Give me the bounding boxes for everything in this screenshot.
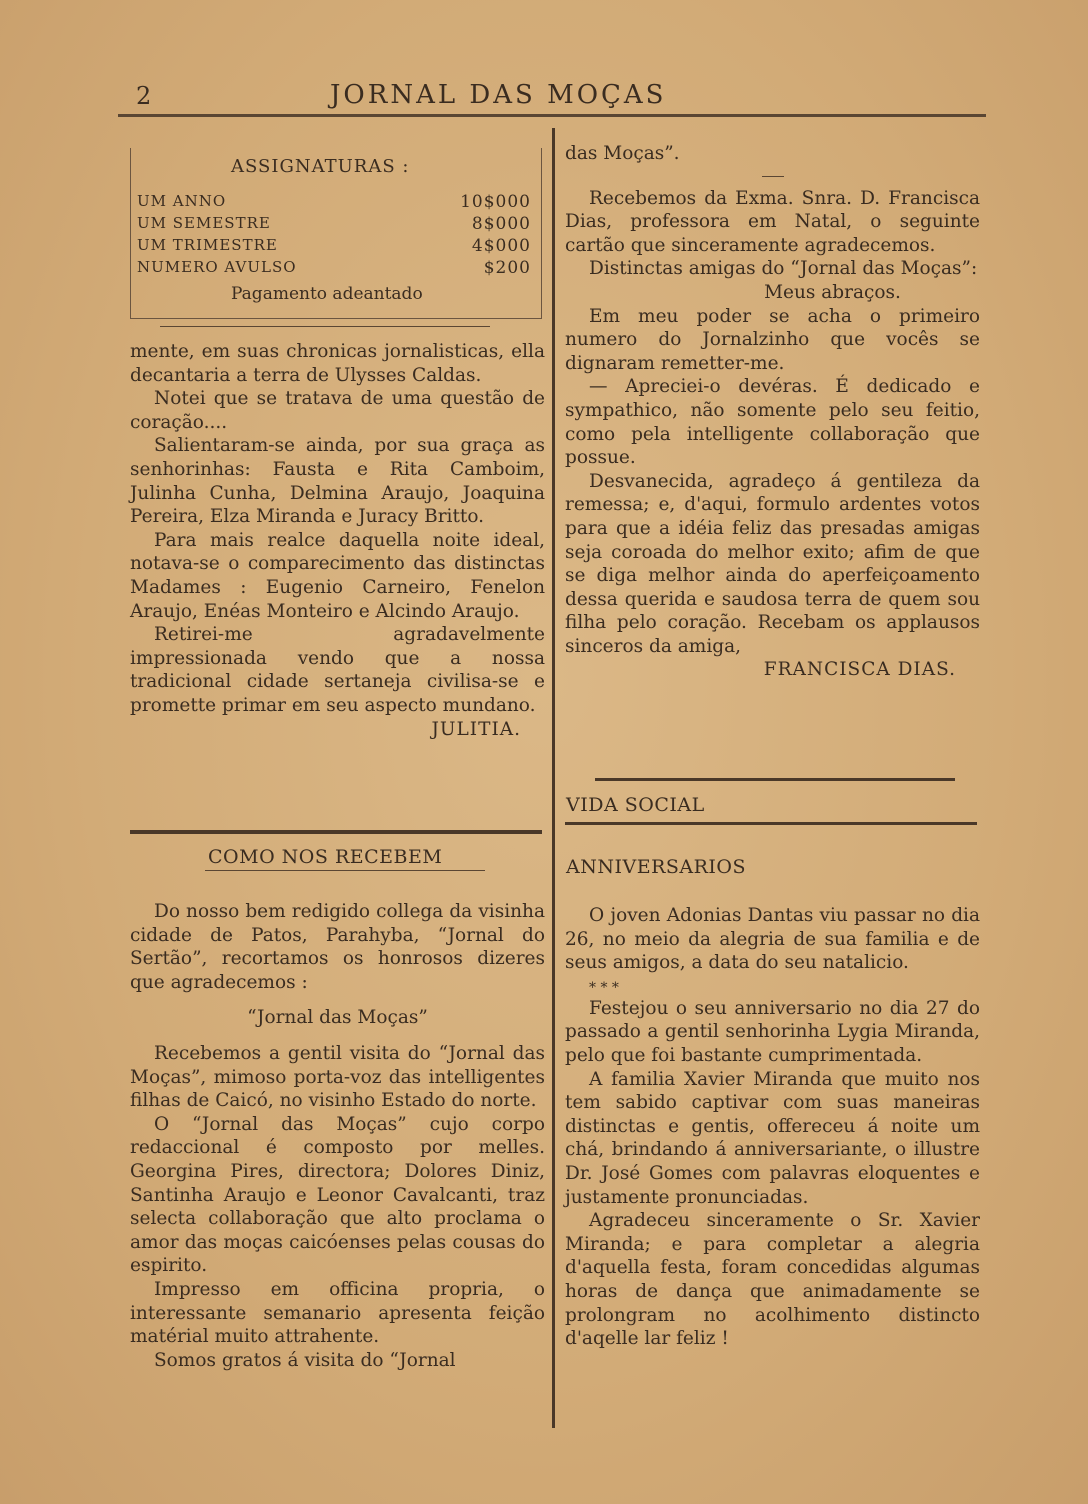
subscriptions-footer: Pagamento adeantado xyxy=(231,284,423,304)
signature: JULITIA. xyxy=(431,718,521,740)
greeting: Meus abraços. xyxy=(764,281,901,303)
subscription-label: UM SEMESTRE xyxy=(137,214,271,232)
subscription-label: UM ANNO xyxy=(137,192,227,210)
subscription-price: 10$000 xyxy=(460,192,531,212)
signature: FRANCISCA DIAS. xyxy=(763,659,956,681)
short-rule xyxy=(762,176,784,177)
section-title-como-nos-recebem: COMO NOS RECEBEM xyxy=(208,846,443,868)
paragraph: Agradeceu sinceramente o Sr. Xavier Miranda; e para completar a alegria d'aquella festa, foram concedidas algumas horas de dança que animadamente se prolongram no acolhimento distincto d'aqelle lar feliz ! xyxy=(565,1210,980,1350)
quote-title: “Jornal das Moças” xyxy=(247,1007,428,1029)
left-column-upper xyxy=(130,340,545,741)
subscription-row xyxy=(137,236,537,258)
paragraph: Do nosso bem redigido collega da visinha cidade de Patos, Parahyba, “Jornal do Sertão”, recortamos os honrosos dizeres que agradecemos : xyxy=(130,901,545,993)
paragraph: mente, em suas chronicas jornalisticas, ella decantaria a terra de Ulysses Caldas. xyxy=(130,341,545,386)
subscription-price: 4$000 xyxy=(471,236,531,256)
paragraph: Em meu poder se acha o primeiro numero do Jornalzinho que vocês se dignaram remetter-me. xyxy=(565,305,980,374)
paragraph: Desvanecida, agradeço á gentileza da remessa; e, d'aqui, formulo ardentes votos para que a idéia feliz das presadas amigas seja coroada do melhor exito; afim de que se diga melhor ainda do aperfeiçoamento dessa querida e saudosa terra de quem sou filha pelo coração. Recebam os applausos sinceros da amiga, xyxy=(565,470,980,657)
section-rule xyxy=(130,830,542,834)
paragraph: Notei que se tratava de uma questão de coração.... xyxy=(130,388,545,433)
section-rule xyxy=(595,778,955,781)
paragraph: Retirei-me agradavelmente impressionada vendo que a nossa tradicional cidade sertaneja civilisa-se e promette primar em seu aspecto mundano. xyxy=(130,624,545,716)
subscription-price: $200 xyxy=(483,258,531,278)
section-rule xyxy=(565,822,977,825)
subscription-price: 8$000 xyxy=(471,214,531,234)
subscription-label: NUMERO AVULSO xyxy=(137,258,297,276)
header-rule xyxy=(118,114,986,117)
stars-separator: * * * xyxy=(589,979,619,996)
section-underline xyxy=(205,870,485,871)
subscription-label: UM TRIMESTRE xyxy=(137,236,278,254)
paragraph: Festejou o seu anniversario no dia 27 do passado a gentil senhorinha Lygia Miranda, pelo que foi bastante cumprimentada. xyxy=(565,997,980,1066)
page-header xyxy=(130,78,980,108)
paragraph: A familia Xavier Miranda que muito nos tem sabido captivar com suas maneiras distinctas e gentis, offereceu á noite um chá, brindando á anniversariante, o illustre Dr. José Gomes com palavras eloquentes e justamente pronunciadas. xyxy=(565,1068,980,1208)
subscriptions-title: ASSIGNATURAS : xyxy=(231,156,410,177)
section-title-vida-social: VIDA SOCIAL xyxy=(566,794,705,816)
subscription-row xyxy=(137,192,537,214)
paragraph: — Apreciei-o devéras. É dedicado e sympathico, não somente pelo seu feitio, como pela intelligente collaboração que possue. xyxy=(565,376,980,469)
paragraph: Recebemos da Exma. Snra. D. Francisca Dias, professora em Natal, o seguinte cartão que sinceramente agradecemos. xyxy=(565,187,980,256)
right-column-lower xyxy=(565,904,980,1351)
paragraph: Salientaram-se ainda, por sua graça as senhorinhas: Fausta e Rita Camboim, Julinha Cunha, Delmina Araujo, Joaquina Pereira, Elza Miranda e Juracy Britto. xyxy=(130,435,545,528)
paragraph: Impresso em officina propria, o interessante semanario apresenta feição matérial muito attrahente. xyxy=(130,1278,545,1348)
column-divider xyxy=(552,128,555,1428)
left-column-lower xyxy=(130,900,545,1372)
paragraph: O joven Adonias Dantas viu passar no dia 26, no meio da alegria de sua familia e de seus amigos, a data do seu natalicio. xyxy=(565,905,980,974)
right-column-upper xyxy=(565,142,980,682)
paragraph: das Moças”. xyxy=(565,143,680,164)
page-number: 2 xyxy=(136,82,152,110)
paragraph: O “Jornal das Moças” cujo corpo redaccional é composto por melles. Georgina Pires, directora; Dolores Diniz, Santinha Araujo e Leonor Cavalcanti, traz selecta collaboração que alto proclama o amor das moças caicóenses pelas cousas do espirito. xyxy=(130,1113,545,1277)
paragraph: Distinctas amigas do “Jornal das Moças”: xyxy=(589,258,978,280)
subscriptions-box xyxy=(130,148,542,319)
paragraph: Recebemos a gentil visita do “Jornal das Moças”, mimoso porta-voz das intelligentes filhas de Caicó, no visinho Estado do norte. xyxy=(130,1042,545,1112)
divider-rule xyxy=(160,326,490,327)
paragraph: Somos gratos á visita do “Jornal xyxy=(154,1349,456,1371)
journal-title: JORNAL DAS MOÇAS xyxy=(330,80,667,110)
paragraph: Para mais realce daquella noite ideal, notava-se o comparecimento das distinctas Madames : Eugenio Carneiro, Fenelon Araujo, Enéas Monteiro e Alcindo Araujo. xyxy=(130,529,545,622)
subsection-title-anniversarios: ANNIVERSARIOS xyxy=(566,856,747,878)
subscription-row xyxy=(137,214,537,236)
subscription-row xyxy=(137,258,537,280)
